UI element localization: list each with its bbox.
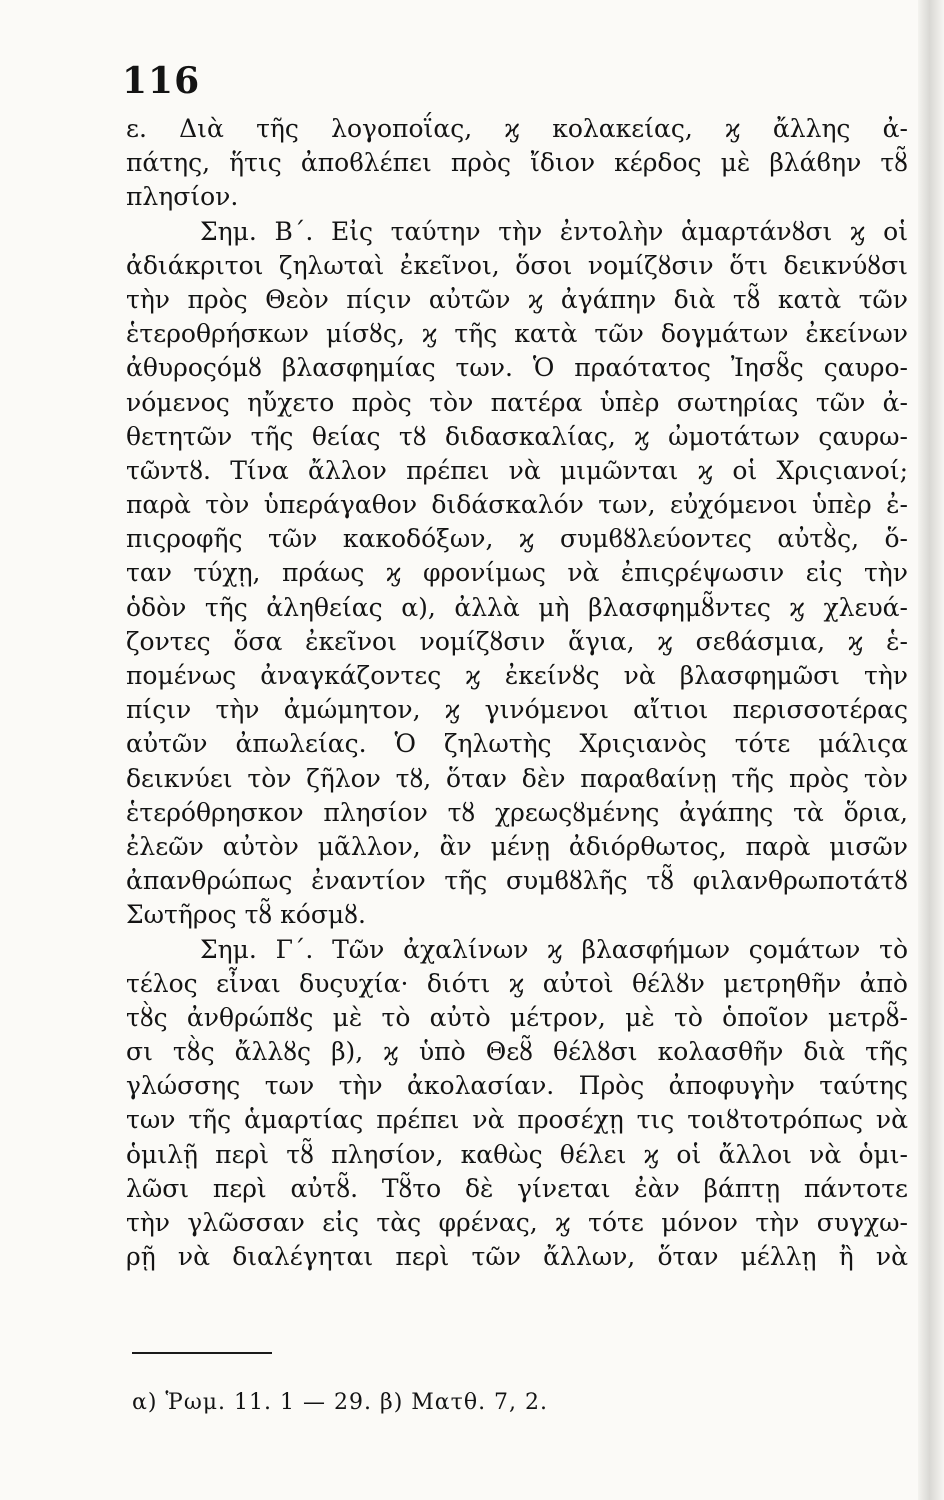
text-line: ἀθυροςόμȣ βλασφημίας των. Ὁ πραότατος Ἰησȣ̃ς ςαυρο-	[126, 353, 908, 383]
footnotes: α) Ῥωμ. 11. 1 — 29. β) Ματθ. 7, 2.	[132, 1390, 549, 1415]
text-line: τὴν πρὸς Θεὸν πίςιν αὐτῶν ϗ ἀγάπην διὰ τȣ̃ κατὰ τῶν	[126, 284, 908, 314]
page-number: 116	[122, 60, 201, 102]
text-line: πομένως ἀναγκάζοντες ϗ ἐκείνȣς νὰ βλασφημῶσι τὴν	[126, 661, 908, 690]
text-line: ἀπανθρώπως ἐναντίον τῆς συμϐȣλῆς τȣ̃ φιλανθρωποτάτȣ	[126, 866, 908, 896]
text-line: των τῆς ἁμαρτίας πρέπει νὰ προσέχῃ τις τοιȣτοτρόπως νὰ	[126, 1105, 908, 1135]
text-line: ταν τύχῃ, πράως ϗ φρονίμως νὰ ἐπιςρέψωσιν εἰς τὴν	[126, 558, 908, 588]
text-line: πλησίον.	[126, 182, 239, 212]
text-line: τέλος εἶναι δυςυχία· διότι ϗ αὐτοὶ θέλȣν μετρηθῆν ἀπὸ	[126, 968, 908, 998]
body-text	[126, 112, 908, 1274]
text-line: θετητῶν τῆς θείας τȣ διδασκαλίας, ϗ ὠμοτάτων ςαυρω-	[126, 421, 908, 451]
text-line: νόμενος ηὔχετο πρὸς τὸν πατέρα ὑπὲρ σωτηρίας τῶν ἀ-	[126, 387, 908, 417]
text-line: λῶσι περὶ αὐτȣ̃. Τȣ̃το δὲ γίνεται ἐὰν βάπτῃ πάντοτε	[126, 1173, 908, 1203]
text-line: σι τȣ̀ς ἄλλȣς β), ϗ ὑπὸ Θεȣ̃ θέλȣσι κολασθῆν διὰ τῆς	[126, 1037, 908, 1067]
text-line: δεικνύει τὸν ζῆλον τȣ, ὅταν δὲν παραϐαίνῃ τῆς πρὸς τὸν	[126, 763, 908, 793]
text-line: Σωτῆρος τȣ̃ κόσμȣ.	[126, 900, 366, 930]
text-line: πάτης, ἥτις ἀποϐλέπει πρὸς ἴδιον κέρδος μὲ βλάϐην τȣ̃	[126, 148, 908, 178]
text-line: τὴν γλῶσσαν εἰς τὰς φρένας, ϗ τότε μόνον τὴν συγχω-	[126, 1208, 908, 1237]
text-line: ἐλεῶν αὐτὸν μᾶλλον, ἂν μένῃ ἀδιόρθωτος, παρὰ μισῶν	[126, 831, 908, 861]
text-line: ἑτεροθρήσκων μίσȣς, ϗ τῆς κατὰ τῶν δογμάτων ἐκείνων	[126, 319, 908, 349]
text-line: γλώσσης των τὴν ἀκολασίαν. Πρὸς ἀποφυγὴν ταύτης	[126, 1071, 908, 1101]
text-line: πίςιν τὴν ἀμώμητον, ϗ γινόμενοι αἴτιοι περισσοτέρας	[126, 695, 908, 725]
text-line: πιςροφῆς τῶν κακοδόξων, ϗ συμϐȣλεύοντες αὐτȣ̀ς, ὅ-	[126, 524, 908, 554]
text-line: αὐτῶν ἀπωλείας. Ὁ ζηλωτὴς Χριςιανὸς τότε μάλιςα	[126, 729, 908, 759]
text-line: ἑτερόθρησκον πλησίον τȣ χρεωςȣμένης ἀγάπης τὰ ὅρια,	[126, 797, 908, 827]
footnote-divider	[132, 1352, 272, 1354]
text-line: τῶντȣ. Τίνα ἄλλον πρέπει νὰ μιμῶνται ϗ οἱ Χριςιανοί;	[126, 455, 908, 485]
text-line: ὁμιλῇ περὶ τȣ̃ πλησίον, καθὼς θέλει ϗ οἱ ἄλλοι νὰ ὁμι-	[126, 1139, 908, 1169]
text-line: ἀδιάκριτοι ζηλωταὶ ἐκεῖνοι, ὅσοι νομίζȣσιν ὅτι δεικνύȣσι	[126, 250, 908, 280]
text-line: παρὰ τὸν ὑπεράγαθον διδάσκαλόν των, εὐχόμενοι ὑπὲρ ἐ-	[126, 490, 908, 520]
text-line: ε. Διὰ τῆς λογοποΐας, ϗ κολακείας, ϗ ἄλλης ἀ-	[126, 114, 908, 143]
text-line: ὁδὸν τῆς ἀληθείας α), ἀλλὰ μὴ βλασφημȣ̃ντες ϗ χλευά-	[126, 592, 908, 622]
text-line: Σημ. Γ΄. Τῶν ἀχαλίνων ϗ βλασφήμων ςομάτων τὸ	[200, 934, 908, 964]
text-line: τȣ̀ς ἀνθρώπȣς μὲ τὸ αὐτὸ μέτρον, μὲ τὸ ὁποῖον μετρȣ̃-	[126, 1002, 908, 1032]
text-line: ζοντες ὅσα ἐκεῖνοι νομίζȣσιν ἅγια, ϗ σεϐάσμια, ϗ ἑ-	[126, 626, 908, 656]
text-line: ρῇ νὰ διαλέγηται περὶ τῶν ἄλλων, ὅταν μέλλῃ ἢ νὰ	[126, 1242, 908, 1272]
text-line: Σημ. Β΄. Εἰς ταύτην τὴν ἐντολὴν ἁμαρτάνȣσι ϗ οἱ	[200, 216, 908, 246]
